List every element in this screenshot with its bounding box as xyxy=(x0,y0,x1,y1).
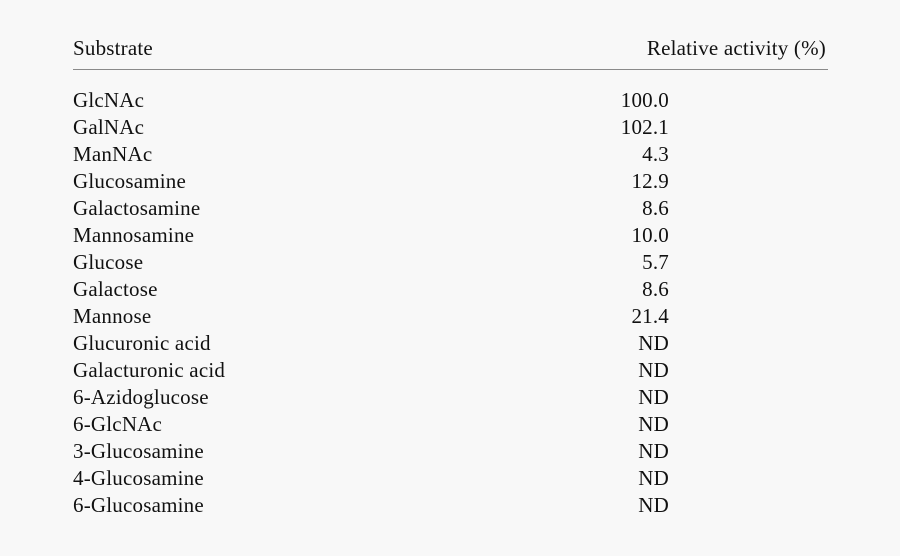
substrate-cell: Glucosamine xyxy=(73,169,187,193)
table-row xyxy=(73,141,828,168)
header-substrate: Substrate xyxy=(73,36,153,60)
substrate-cell: Glucuronic acid xyxy=(73,331,211,355)
substrate-cell: Mannosamine xyxy=(73,223,195,247)
substrate-cell: 3-Glucosamine xyxy=(73,439,204,463)
substrate-cell: 6-Azidoglucose xyxy=(73,385,209,409)
table-row xyxy=(73,357,828,384)
relative-activity-cell: 10.0 xyxy=(631,223,669,247)
relative-activity-cell: 8.6 xyxy=(642,277,669,301)
table-row xyxy=(73,87,828,114)
table-row xyxy=(73,411,828,438)
table-row xyxy=(73,276,828,303)
table-row xyxy=(73,492,828,519)
substrate-cell: 6-GlcNAc xyxy=(73,412,163,436)
header-relative-activity: Relative activity (%) xyxy=(646,36,826,60)
table-row xyxy=(73,465,828,492)
table-row xyxy=(73,384,828,411)
relative-activity-cell: ND xyxy=(638,358,669,382)
substrate-cell: Glucose xyxy=(73,250,144,274)
table-row xyxy=(73,303,828,330)
substrate-cell: Galactose xyxy=(73,277,158,301)
table-row xyxy=(73,438,828,465)
table-header xyxy=(73,36,828,64)
relative-activity-cell: ND xyxy=(638,493,669,517)
relative-activity-cell: 8.6 xyxy=(642,196,669,220)
header-rule xyxy=(73,69,828,70)
substrate-cell: Galacturonic acid xyxy=(73,358,226,382)
substrate-cell: 6-Glucosamine xyxy=(73,493,204,517)
substrate-cell: GalNAc xyxy=(73,115,145,139)
relative-activity-cell: 21.4 xyxy=(631,304,669,328)
relative-activity-cell: ND xyxy=(638,385,669,409)
relative-activity-cell: ND xyxy=(638,331,669,355)
relative-activity-cell: ND xyxy=(638,466,669,490)
relative-activity-cell: ND xyxy=(638,439,669,463)
table-row xyxy=(73,222,828,249)
substrate-cell: GlcNAc xyxy=(73,88,145,112)
substrate-cell: 4-Glucosamine xyxy=(73,466,204,490)
substrate-cell: Mannose xyxy=(73,304,152,328)
substrate-cell: ManNAc xyxy=(73,142,153,166)
table-row xyxy=(73,330,828,357)
table-body xyxy=(73,87,828,519)
relative-activity-cell: ND xyxy=(638,412,669,436)
table-row xyxy=(73,168,828,195)
relative-activity-cell: 102.1 xyxy=(620,115,669,139)
relative-activity-cell: 5.7 xyxy=(642,250,669,274)
relative-activity-cell: 12.9 xyxy=(631,169,669,193)
table-row xyxy=(73,114,828,141)
substrate-cell: Galactosamine xyxy=(73,196,201,220)
relative-activity-cell: 4.3 xyxy=(642,142,669,166)
table-row xyxy=(73,249,828,276)
relative-activity-cell: 100.0 xyxy=(620,88,669,112)
table-row xyxy=(73,195,828,222)
